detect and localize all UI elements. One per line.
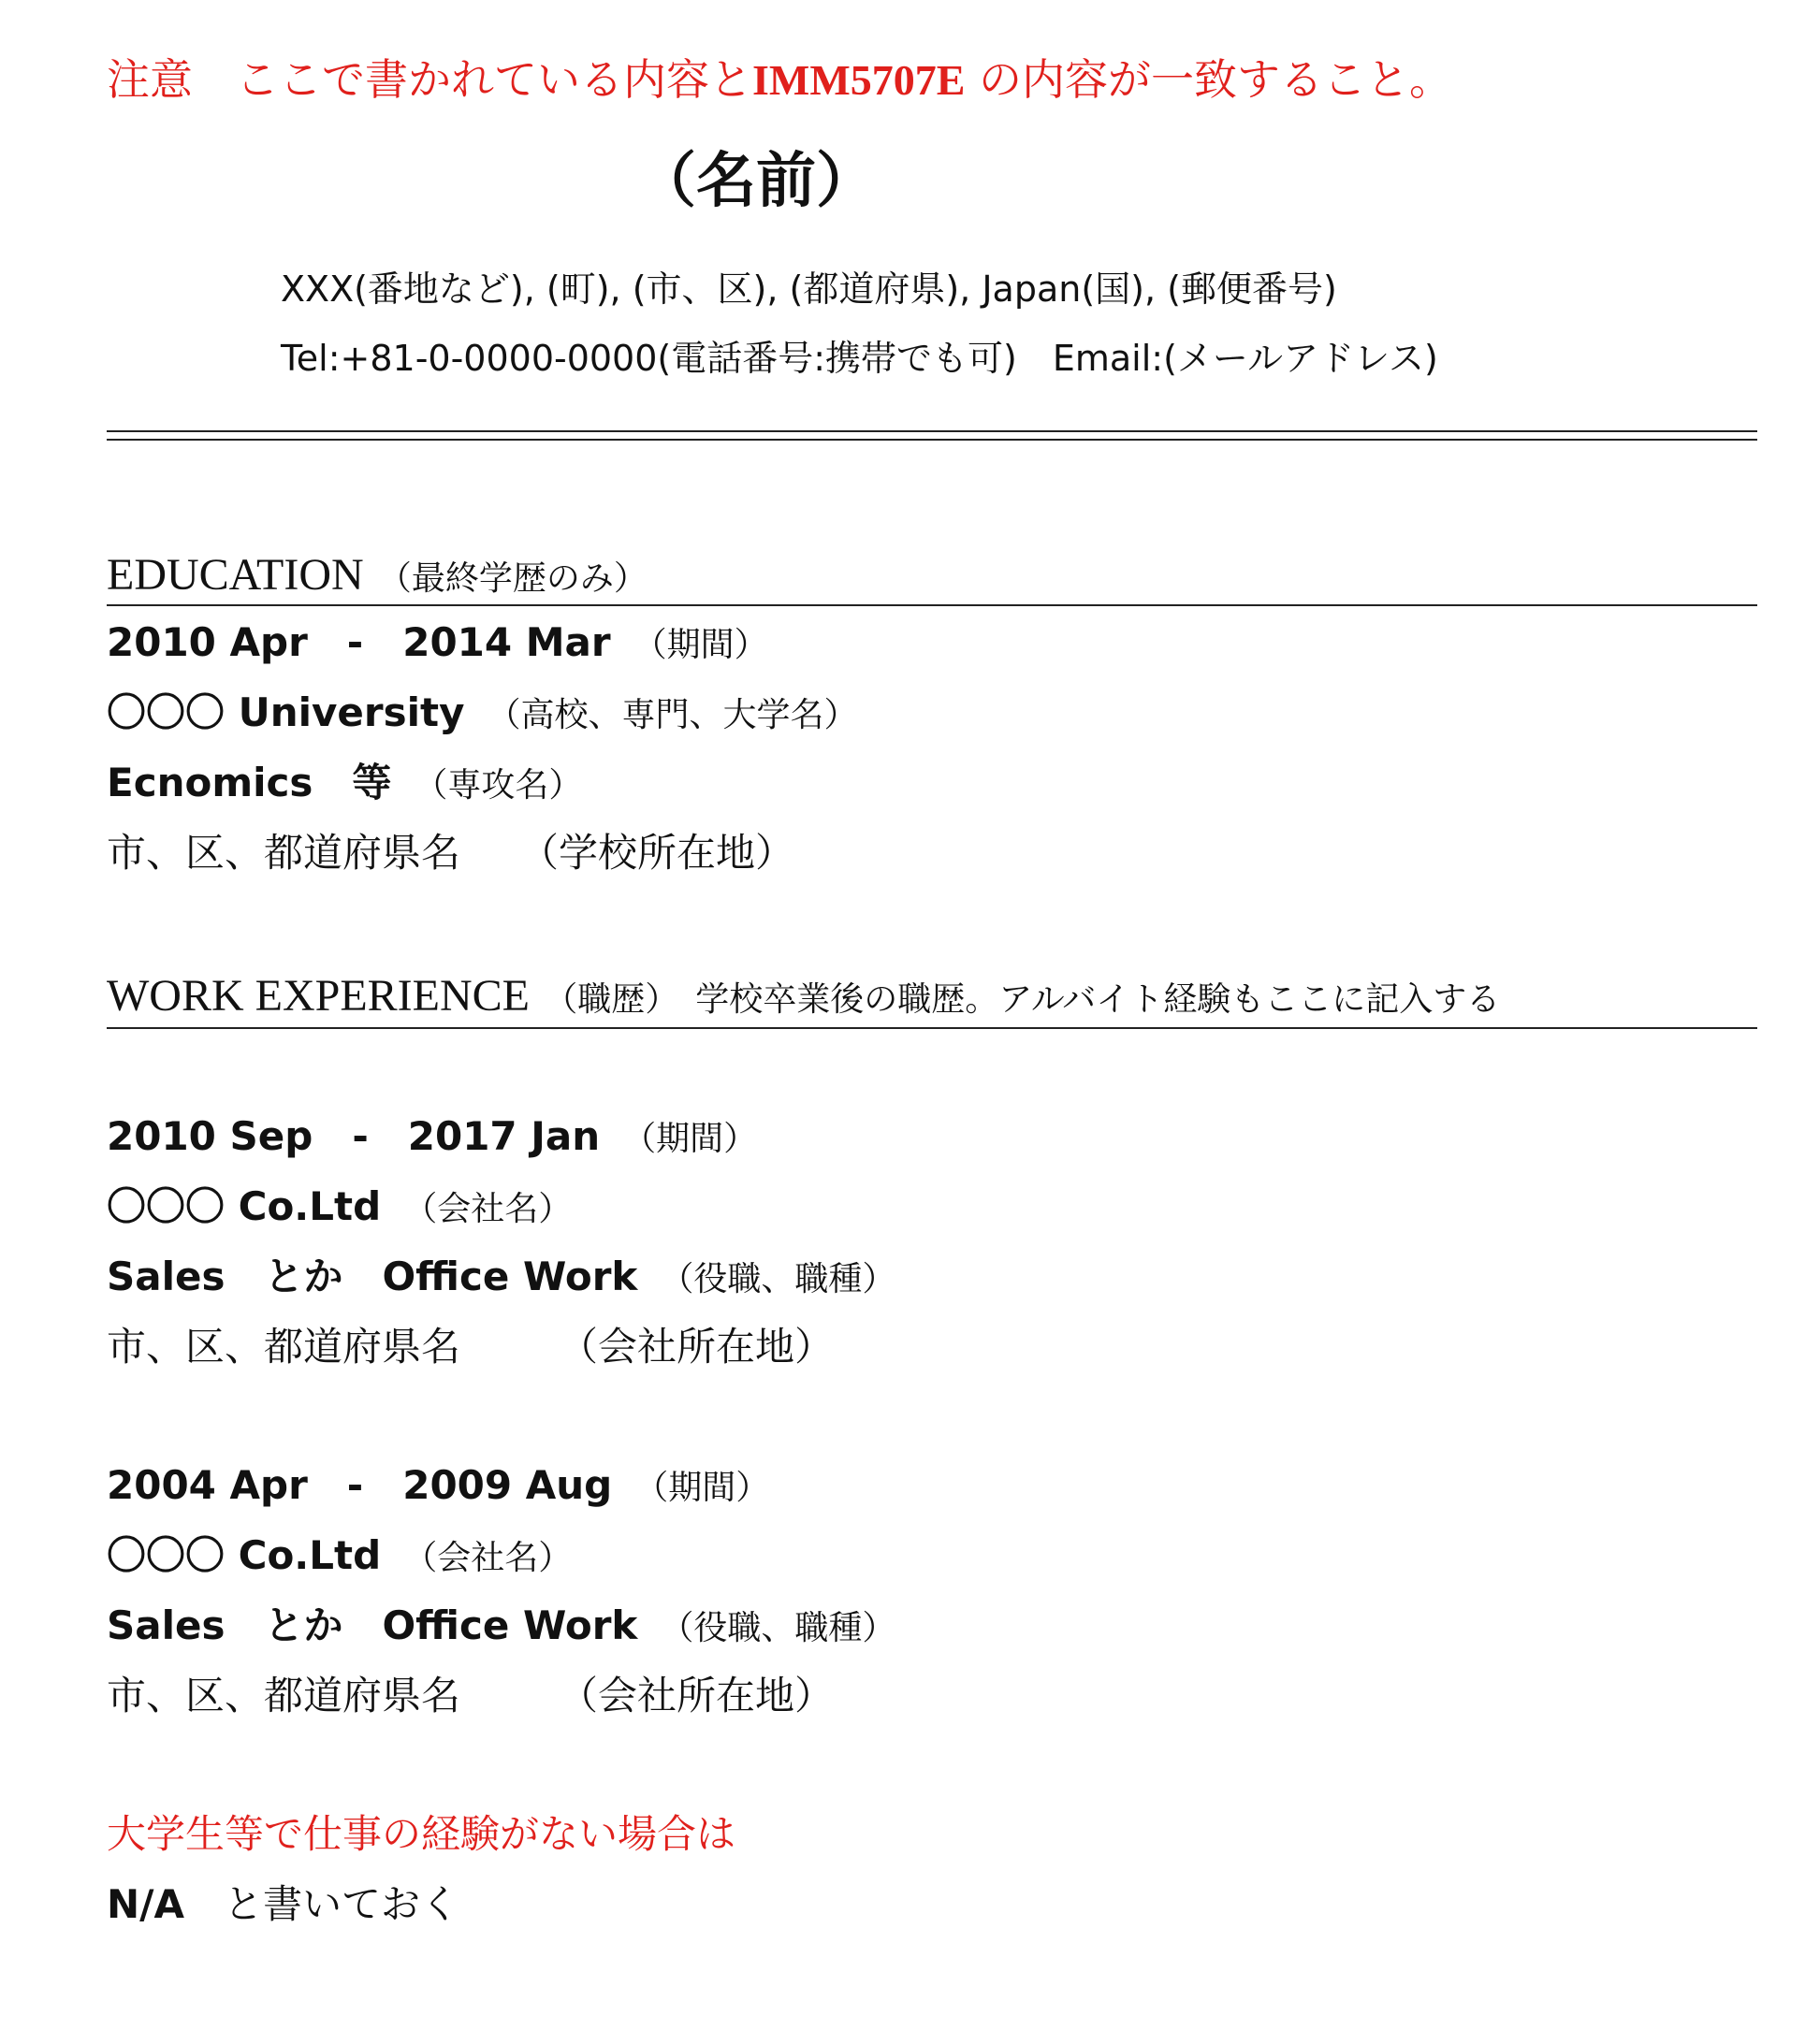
company-note: （会社名）	[420, 1539, 573, 1577]
education-note: （最終学歴のみ）	[377, 559, 648, 598]
education-title: EDUCATION	[107, 550, 364, 600]
na-line	[107, 1881, 460, 1927]
form-code: IMM5707E	[752, 56, 966, 104]
company-note: （会社名）	[420, 1190, 573, 1228]
location-text: 市、区、都道府県名	[107, 1324, 461, 1370]
no-work-note: 大学生等で仕事の経験がない場合は	[107, 1811, 736, 1857]
notice-line	[107, 54, 1453, 105]
header-rule-bottom	[107, 439, 1757, 441]
period-text: 2004 Apr - 2009 Aug	[107, 1462, 613, 1508]
work-entry-2-location	[107, 1673, 835, 1718]
education-period	[107, 619, 768, 665]
work-title: WORK EXPERIENCE	[107, 971, 530, 1021]
notice-text-end: の内容が一致すること。	[965, 54, 1453, 105]
work-entry-2-period	[107, 1462, 770, 1508]
location-note: （会社所在地）	[578, 1673, 835, 1718]
education-rule	[107, 604, 1757, 606]
period-note: （期間）	[649, 626, 768, 664]
position-note: （役職、職種）	[677, 1609, 896, 1647]
position-note: （役職、職種）	[677, 1260, 896, 1298]
work-entry-1-position	[107, 1254, 896, 1299]
na-text: N/A	[107, 1881, 184, 1927]
na-note: と書いておく	[224, 1881, 460, 1927]
work-note: （職歴） 学校卒業後の職歴。アルバイト経験もここに記入する	[544, 980, 1501, 1019]
period-note: （期間）	[639, 1120, 758, 1158]
work-rule	[107, 1027, 1757, 1029]
school-text: 〇〇〇 University	[107, 689, 465, 735]
period-note: （期間）	[651, 1469, 770, 1507]
work-entry-2-position	[107, 1602, 896, 1648]
location-text: 市、区、都道府県名	[107, 830, 461, 876]
location-note: （学校所在地）	[539, 830, 795, 876]
contact-line: Tel:+81-0-0000-0000(電話番号:携帯でも可) Email:(メールアドレス)	[281, 338, 1438, 379]
school-note: （高校、専門、大学名）	[503, 696, 858, 734]
notice-text: 注意 ここで書かれている内容と	[107, 54, 752, 105]
position-text: Sales とか Office Work	[107, 1602, 638, 1648]
location-note: （会社所在地）	[578, 1324, 835, 1370]
work-entry-2-company	[107, 1532, 573, 1578]
major-text: Ecnomics 等	[107, 760, 392, 805]
work-heading	[107, 973, 1500, 1019]
education-major	[107, 760, 583, 805]
work-entry-1-location	[107, 1324, 835, 1370]
position-text: Sales とか Office Work	[107, 1254, 638, 1299]
work-entry-1-company	[107, 1183, 573, 1229]
period-text: 2010 Apr - 2014 Mar	[107, 619, 611, 665]
company-text: 〇〇〇 Co.Ltd	[107, 1532, 382, 1578]
name-placeholder: （名前）	[636, 147, 876, 216]
company-text: 〇〇〇 Co.Ltd	[107, 1183, 382, 1229]
period-text: 2010 Sep - 2017 Jan	[107, 1113, 601, 1159]
education-heading	[107, 552, 648, 598]
work-entry-1-period	[107, 1113, 758, 1159]
location-text: 市、区、都道府県名	[107, 1673, 461, 1718]
education-school	[107, 689, 858, 735]
education-location	[107, 830, 795, 876]
header-rule-top	[107, 430, 1757, 432]
address-line: XXX(番地など), (町), (市、区), (都道府県), Japan(国), (郵便番号)	[281, 268, 1337, 310]
major-note: （専攻名）	[430, 766, 583, 805]
